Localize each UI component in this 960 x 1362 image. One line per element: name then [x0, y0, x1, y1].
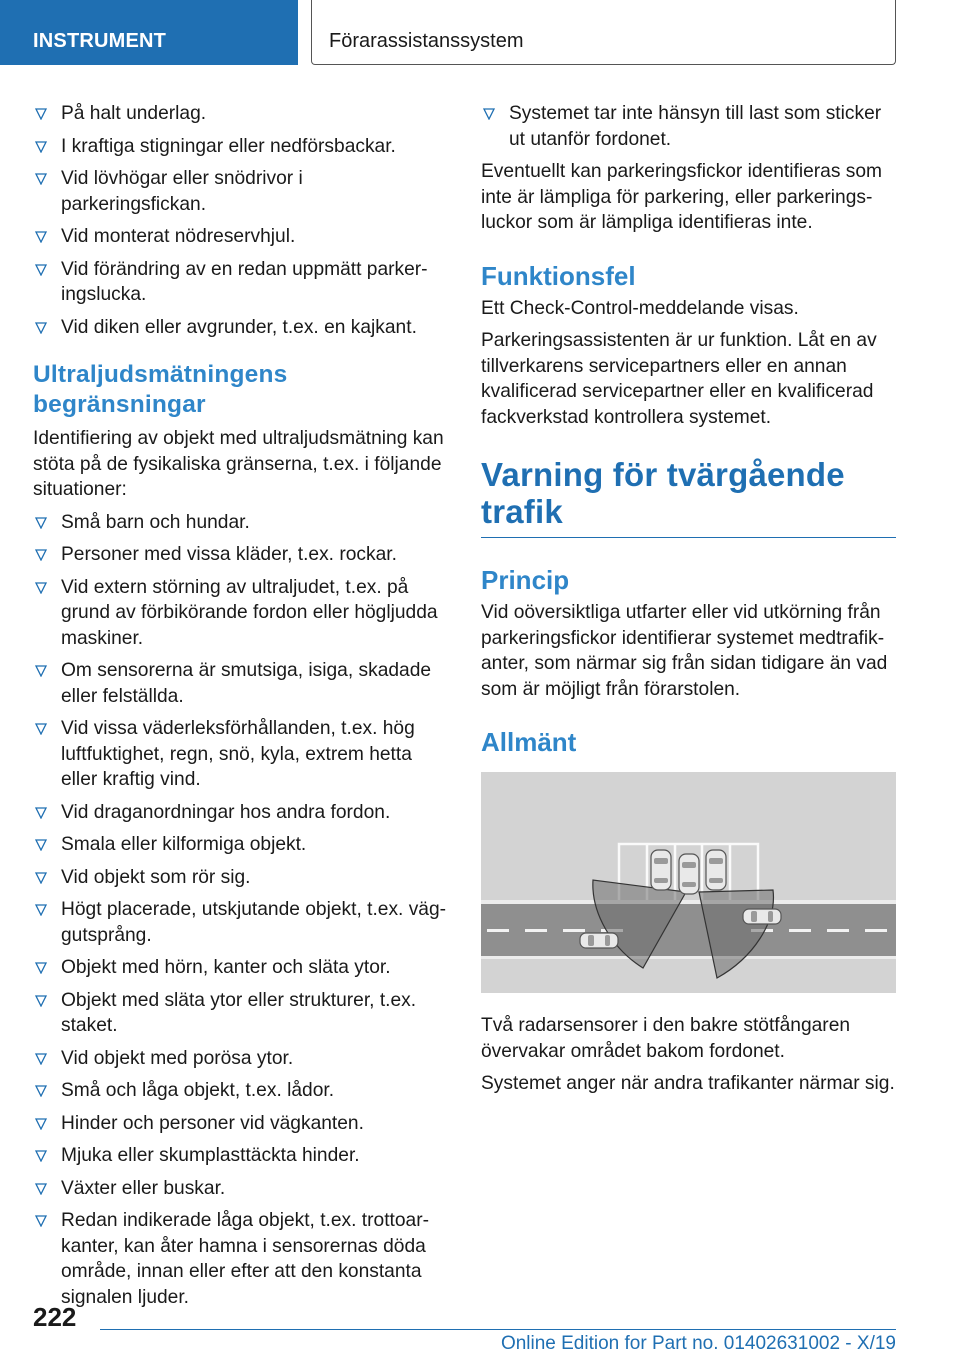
list-item-text: Redan indikerade låga objekt, t.ex. trottoarkanter, kan åter hamna i sensorernas döda område, innan eller efter att den konstanta signalen ljuder. [61, 1210, 429, 1308]
list-item [33, 1143, 451, 1169]
list-item [33, 658, 451, 709]
paragraph: Ett Check-Control-meddelande visas. [481, 297, 799, 319]
paragraph: Två radarsensorer i den bakre stötfångaren övervakar området bakom fordonet. [481, 1015, 851, 1062]
list-item [33, 897, 451, 948]
list-item-text: Vid lövhögar eller snödrivor i parkeringsfickan. [61, 168, 303, 215]
bullet-triangle-icon [35, 108, 47, 120]
footer-edition: Online Edition for Part no. 01402631002 - X/19 [500, 1333, 896, 1354]
list-item-text: Smala eller kilformiga objekt. [61, 834, 307, 855]
list-item-text: Vid vissa väderleksförhållanden, t.ex. hög luftfuktighet, regn, snö, kyla, extrem hetta eller kraftig vind. [61, 718, 415, 790]
left-column [33, 101, 451, 1317]
list-item [33, 542, 451, 568]
bullet-triangle-icon [35, 872, 47, 884]
bullet-triangle-icon [35, 807, 47, 819]
list-item-text: Hinder och personer vid vägkanten. [61, 1112, 364, 1134]
list-item [33, 1111, 451, 1137]
bullet-triangle-icon [35, 141, 47, 153]
section-heading-ultrasound: Ultraljudsmätningens begränsningar [33, 361, 288, 418]
bullet-triangle-icon [35, 904, 47, 916]
bullet-triangle-icon [35, 322, 47, 334]
list-item-text: I kraftiga stigningar eller nedförsbackar. [61, 135, 396, 157]
list-item [481, 101, 896, 152]
list-item-text: Mjuka eller skumplasttäckta hinder. [61, 1145, 360, 1166]
list-item [33, 1046, 451, 1072]
radar-coverage-illustration [481, 772, 896, 993]
bullet-triangle-icon [35, 1118, 47, 1130]
chapter-header [311, 0, 896, 65]
section-tab [0, 0, 298, 65]
bullet-triangle-icon [35, 665, 47, 677]
chapter-title: Förarassistanssystem [329, 30, 524, 52]
list-item-text: Små barn och hundar. [61, 511, 250, 533]
footer-divider [100, 1329, 896, 1330]
section-heading-principle: Princip [481, 565, 570, 595]
right-column [481, 101, 896, 1104]
bullet-triangle-icon [483, 108, 495, 120]
list-item-text: Vid objekt som rör sig. [61, 866, 251, 888]
paragraph: Eventuellt kan parkeringsfickor identifieras som inte är lämpliga för parkering, eller parkeringsluckor som är lämpliga identifieras inte. [481, 161, 882, 233]
list-item [33, 800, 451, 826]
list-item-text: Små och låga objekt, t.ex. lådor. [61, 1080, 335, 1101]
bullet-triangle-icon [35, 1150, 47, 1162]
list-item [33, 1078, 451, 1104]
bullet-triangle-icon [35, 962, 47, 974]
list-item-text: Vid draganordningar hos andra fordon. [61, 801, 391, 823]
bullet-triangle-icon [35, 582, 47, 594]
bullet-triangle-icon [35, 173, 47, 185]
section-heading-malfunction: Funktionsfel [481, 260, 636, 291]
section-heading-general: Allmänt [481, 727, 577, 757]
list-item-text: Objekt med släta ytor eller strukturer, t.ex. staket. [61, 989, 417, 1036]
bullet-triangle-icon [35, 723, 47, 735]
chapter-heading-cross-traffic: Varning för tvärgående trafik [481, 456, 896, 538]
list-item-text: Vid monterat nödreservhjul. [61, 226, 296, 247]
page-number: 222 [33, 1302, 77, 1332]
list-item-text: Vid förändring av en redan uppmätt parkeringslucka. [61, 258, 428, 305]
list-item [33, 832, 451, 858]
list-item-text: Vid diken eller avgrunder, t.ex. en kajkant. [61, 316, 417, 338]
bullet-list-load [481, 101, 896, 152]
paragraph: Systemet anger när andra trafikanter närmar sig. [481, 1073, 895, 1094]
list-item [33, 1208, 451, 1310]
bullet-triangle-icon [35, 231, 47, 243]
bullet-triangle-icon [35, 517, 47, 529]
bullet-list-limits [33, 510, 451, 1311]
bullet-triangle-icon [35, 1085, 47, 1097]
list-item [33, 224, 451, 250]
bullet-list-conditions [33, 101, 451, 340]
list-item-text: Personer med vissa kläder, t.ex. rockar. [61, 544, 397, 565]
list-item [33, 166, 451, 217]
list-item-text: Växter eller buskar. [61, 1177, 226, 1199]
list-item [33, 716, 451, 793]
bullet-triangle-icon [35, 995, 47, 1007]
list-item-text: Högt placerade, utskjutande objekt, t.ex. väggutsprång. [61, 899, 447, 946]
bullet-triangle-icon [35, 1215, 47, 1227]
list-item-text: Objekt med hörn, kanter och släta ytor. [61, 957, 391, 978]
list-item [33, 315, 451, 341]
list-item [33, 865, 451, 891]
list-item [33, 510, 451, 536]
list-item-text: Om sensorerna är smutsiga, isiga, skadade eller felställda. [61, 660, 432, 707]
list-item [33, 955, 451, 981]
list-item [33, 257, 451, 308]
bullet-triangle-icon [35, 1183, 47, 1195]
list-item [33, 101, 451, 127]
intro-paragraph: Identifiering av objekt med ultraljudsmätning kan stöta på de fysikaliska gränserna, t.ex. i följande situationer: [33, 428, 444, 500]
bullet-triangle-icon [35, 1053, 47, 1065]
paragraph: Parkeringsassistenten är ur funktion. Låt en av tillverkarens servicepartners eller en annan kvalificerad servicepartner eller en kvalificerad fackverkstad kontrollera systemet. [481, 330, 877, 428]
paragraph: Vid oöversiktliga utfarter eller vid utkörning från parkeringsfickor identifierar systemet medtrafikanter, som närmar sig från sidan tidigare än vad som är möjligt från förarstolen. [481, 602, 888, 700]
list-item [33, 1176, 451, 1202]
bullet-triangle-icon [35, 549, 47, 561]
list-item [33, 575, 451, 652]
section-title: INSTRUMENT [33, 30, 167, 52]
list-item-text: Vid objekt med porösa ytor. [61, 1047, 294, 1069]
bullet-triangle-icon [35, 839, 47, 851]
list-item-text: På halt underlag. [61, 103, 207, 124]
list-item [33, 988, 451, 1039]
bullet-triangle-icon [35, 264, 47, 276]
list-item [33, 134, 451, 160]
list-item-text: Systemet tar inte hänsyn till last som sticker ut utanför fordonet. [509, 103, 882, 150]
list-item-text: Vid extern störning av ultraljudet, t.ex. på grund av förbikörande fordon eller högljudda maskiner. [61, 576, 438, 649]
